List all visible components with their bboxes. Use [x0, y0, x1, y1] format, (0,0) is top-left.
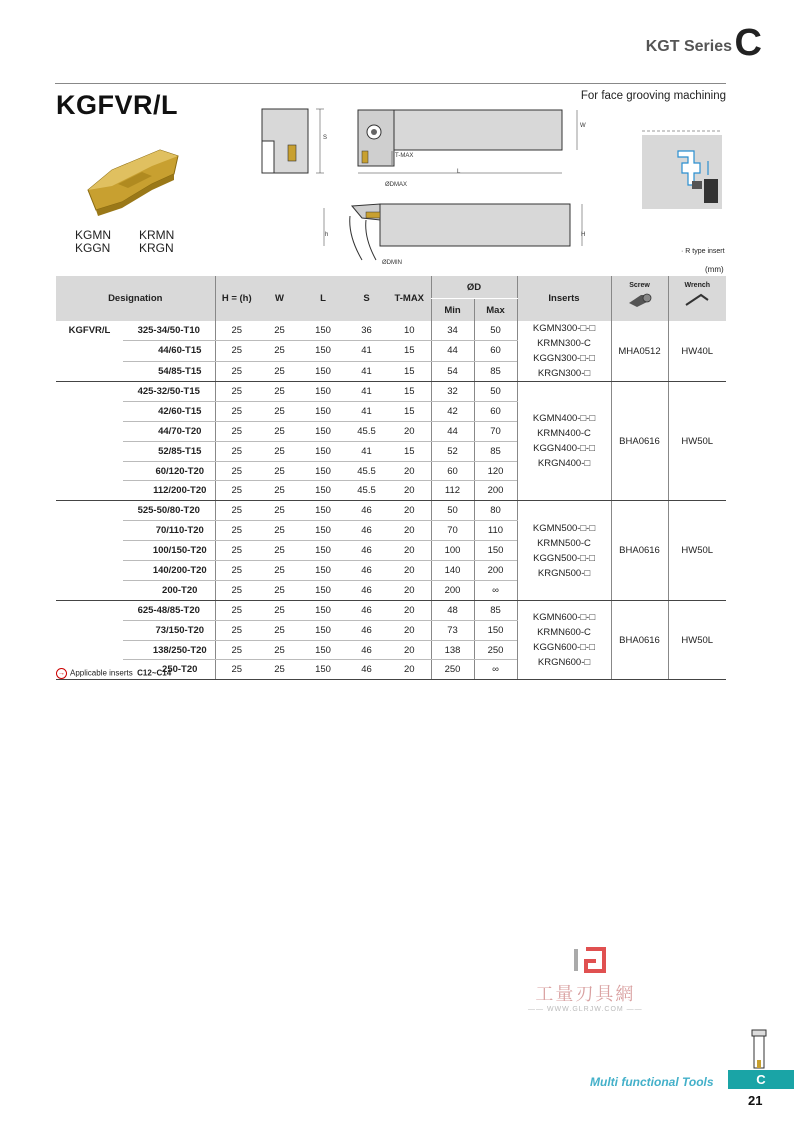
designation-cell: 52/85-T15	[123, 441, 215, 461]
cell-s: 41	[345, 361, 388, 381]
dim-l-label: L	[457, 169, 461, 175]
cell-w: 25	[258, 521, 301, 541]
wrench-cell: HW40L	[668, 321, 726, 382]
cell-t: 20	[388, 580, 431, 600]
dim-dmin-label: ØDMIN	[382, 260, 402, 266]
cell-l: 150	[301, 620, 345, 640]
cell-min: 60	[431, 461, 474, 481]
cell-max: ∞	[474, 580, 517, 600]
designation-cell: 44/70-T20	[123, 421, 215, 441]
spec-table	[56, 276, 726, 680]
insert-name-krgn: KRGN	[139, 241, 174, 255]
cell-s: 41	[345, 401, 388, 421]
designation-cell: 200-T20	[123, 580, 215, 600]
family-cell	[56, 620, 123, 640]
designation-cell: 73/150-T20	[123, 620, 215, 640]
footnote-pages[interactable]: C12~C14	[137, 668, 172, 678]
cell-s: 46	[345, 561, 388, 581]
cell-t: 20	[388, 481, 431, 501]
designation-cell: 112/200-T20	[123, 481, 215, 501]
header-l: L	[301, 276, 345, 321]
wrench-cell: HW50L	[668, 600, 726, 680]
designation-cell: 100/150-T20	[123, 541, 215, 561]
cell-max: 85	[474, 361, 517, 381]
cell-l: 150	[301, 382, 345, 402]
series-label: KGT Series	[645, 38, 732, 55]
insert-code: KRGN400-□	[537, 458, 591, 470]
cell-max: 200	[474, 481, 517, 501]
cell-s: 45.5	[345, 461, 388, 481]
cell-w: 25	[258, 501, 301, 521]
cell-max: 85	[474, 441, 517, 461]
cell-s: 46	[345, 600, 388, 620]
cell-w: 25	[258, 441, 301, 461]
insert-code: KGGN500-□-□	[533, 552, 595, 564]
cell-w: 25	[258, 600, 301, 620]
header-s: S	[345, 276, 388, 321]
cell-min: 42	[431, 401, 474, 421]
watermark-logo-icon	[560, 945, 610, 975]
inserts-cell	[517, 501, 611, 600]
cell-w: 25	[258, 620, 301, 640]
cell-h: 25	[215, 421, 258, 441]
cell-h: 25	[215, 580, 258, 600]
cell-t: 20	[388, 421, 431, 441]
cell-h: 25	[215, 600, 258, 620]
table-row	[56, 501, 726, 521]
header-wrench	[668, 276, 726, 321]
cell-l: 150	[301, 580, 345, 600]
cell-l: 150	[301, 361, 345, 381]
cell-max: 200	[474, 561, 517, 581]
cell-h: 25	[215, 382, 258, 402]
header-designation: Designation	[56, 276, 215, 321]
cell-h: 25	[215, 481, 258, 501]
cell-min: 73	[431, 620, 474, 640]
insert-name-krmn: KRMN	[139, 228, 175, 242]
holder-side-view	[352, 105, 592, 185]
cell-s: 41	[345, 382, 388, 402]
designation-cell: 525-50/80-T20	[123, 501, 215, 521]
cell-w: 25	[258, 561, 301, 581]
family-cell: KGFVR/L	[68, 325, 111, 337]
insert-code: KGGN300-□-□	[533, 353, 595, 364]
table-row	[56, 600, 726, 620]
cell-h: 25	[215, 361, 258, 381]
cell-max: 250	[474, 640, 517, 660]
series-letter: C	[734, 22, 762, 64]
insert-code: KRGN600-□	[537, 657, 591, 669]
header-screw-label: Screw	[629, 282, 650, 289]
cell-min: 70	[431, 521, 474, 541]
family-cell	[56, 521, 123, 541]
dim-dmax-label: ØDMAX	[385, 182, 408, 188]
cell-min: 48	[431, 600, 474, 620]
cell-h: 25	[215, 501, 258, 521]
screw-icon	[627, 291, 653, 307]
designation-cell: 54/85-T15	[123, 361, 215, 381]
designation-cell: 138/250-T20	[123, 640, 215, 660]
designation-cell: 44/60-T15	[123, 341, 215, 361]
cell-min: 200	[431, 580, 474, 600]
screw-cell: MHA0512	[611, 321, 668, 382]
inserts-cell	[517, 600, 611, 680]
cell-t: 15	[388, 401, 431, 421]
cell-s: 45.5	[345, 481, 388, 501]
cell-max: 110	[474, 521, 517, 541]
side-tool-icon	[748, 1028, 770, 1070]
header-inserts: Inserts	[517, 276, 611, 321]
cell-s: 45.5	[345, 421, 388, 441]
screw-cell: BHA0616	[611, 600, 668, 680]
cell-h: 25	[215, 660, 258, 680]
insert-illustration	[82, 140, 182, 220]
cell-t: 20	[388, 521, 431, 541]
cell-l: 150	[301, 421, 345, 441]
cell-max: 60	[474, 401, 517, 421]
designation-cell: 250-T20	[123, 660, 215, 680]
cell-l: 150	[301, 541, 345, 561]
application-diagram	[638, 123, 726, 213]
cell-t: 20	[388, 561, 431, 581]
cell-l: 150	[301, 441, 345, 461]
r-type-note: · R type insert	[681, 248, 725, 255]
cell-t: 20	[388, 600, 431, 620]
cell-s: 46	[345, 541, 388, 561]
family-cell	[56, 441, 123, 461]
family-cell	[56, 580, 123, 600]
inserts-cell	[517, 321, 611, 382]
cell-l: 150	[301, 341, 345, 361]
screw-cell: BHA0616	[611, 382, 668, 501]
watermark	[528, 945, 643, 1013]
family-cell	[56, 561, 123, 581]
cell-l: 150	[301, 600, 345, 620]
cell-max: 150	[474, 620, 517, 640]
header-wrench-label: Wrench	[684, 282, 711, 289]
cell-s: 46	[345, 640, 388, 660]
cell-min: 44	[431, 421, 474, 441]
screw-cell: BHA0616	[611, 501, 668, 600]
family-cell	[56, 341, 123, 361]
cell-w: 25	[258, 660, 301, 680]
cell-h: 25	[215, 441, 258, 461]
section-tab[interactable]: C	[728, 1070, 794, 1089]
cell-min: 34	[431, 321, 474, 341]
cell-min: 52	[431, 441, 474, 461]
cell-max: 150	[474, 541, 517, 561]
cell-max: 120	[474, 461, 517, 481]
cell-t: 15	[388, 382, 431, 402]
cell-t: 20	[388, 660, 431, 680]
cell-h: 25	[215, 541, 258, 561]
family-cell	[56, 541, 123, 561]
family-cell	[56, 640, 123, 660]
family-cell	[56, 382, 123, 402]
page-subtitle: For face grooving machining	[580, 90, 726, 102]
insert-name-kggn: KGGN	[75, 241, 111, 255]
family-cell	[56, 600, 123, 620]
dim-w-label: W	[580, 123, 586, 129]
cell-t: 20	[388, 541, 431, 561]
table-row	[56, 382, 726, 402]
cell-l: 150	[301, 640, 345, 660]
cell-max: ∞	[474, 660, 517, 680]
cell-h: 25	[215, 561, 258, 581]
insert-code: KRGN500-□	[537, 567, 591, 579]
footnote-text: Applicable inserts	[70, 668, 133, 678]
cell-t: 20	[388, 501, 431, 521]
watermark-chinese: 工量刃具網	[535, 984, 636, 1005]
cell-s: 46	[345, 580, 388, 600]
cell-min: 138	[431, 640, 474, 660]
dim-h-upper-label: H	[581, 232, 586, 238]
cell-min: 50	[431, 501, 474, 521]
header-od: ØD	[431, 276, 517, 299]
cell-l: 150	[301, 401, 345, 421]
cell-h: 25	[215, 341, 258, 361]
cell-w: 25	[258, 361, 301, 381]
wrench-cell: HW50L	[668, 382, 726, 501]
inserts-cell	[517, 382, 611, 501]
cell-w: 25	[258, 341, 301, 361]
insert-code: KGMN300-□-□	[532, 323, 596, 334]
cell-max: 50	[474, 321, 517, 341]
family-cell	[56, 401, 123, 421]
designation-cell: 42/60-T15	[123, 401, 215, 421]
cell-h: 25	[215, 401, 258, 421]
cell-t: 10	[388, 321, 431, 341]
cell-h: 25	[215, 640, 258, 660]
dim-tmax-label: T-MAX	[395, 153, 414, 159]
cell-min: 250	[431, 660, 474, 680]
header-od-min: Min	[431, 299, 474, 322]
family-cell	[56, 461, 123, 481]
cell-max: 60	[474, 341, 517, 361]
cell-t: 15	[388, 441, 431, 461]
dim-h-label: h	[325, 232, 329, 238]
insert-name-kgmn: KGMN	[75, 228, 111, 242]
cell-l: 150	[301, 501, 345, 521]
cell-h: 25	[215, 620, 258, 640]
unit-note: (mm)	[705, 265, 724, 274]
cell-w: 25	[258, 421, 301, 441]
insert-code: KGMN600-□-□	[532, 612, 596, 624]
cell-s: 46	[345, 501, 388, 521]
cell-t: 15	[388, 361, 431, 381]
designation-cell: 325-34/50-T10	[123, 321, 215, 341]
insert-code: KRMN300-C	[537, 338, 591, 349]
header-od-max: Max	[474, 299, 517, 322]
page-title: KGFVR/L	[56, 90, 178, 120]
cell-w: 25	[258, 461, 301, 481]
cell-l: 150	[301, 660, 345, 680]
table-row	[56, 321, 726, 341]
designation-cell: 425-32/50-T15	[123, 382, 215, 402]
designation-cell: 60/120-T20	[123, 461, 215, 481]
family-cell	[56, 361, 123, 381]
cell-t: 20	[388, 640, 431, 660]
header-h: H = (h)	[215, 276, 258, 321]
cell-max: 70	[474, 421, 517, 441]
dim-s-label: S	[323, 135, 328, 141]
cell-w: 25	[258, 321, 301, 341]
cell-w: 25	[258, 541, 301, 561]
family-cell	[56, 501, 123, 521]
cell-min: 44	[431, 341, 474, 361]
cell-s: 46	[345, 620, 388, 640]
insert-code: KRMN500-C	[537, 537, 591, 549]
cell-s: 41	[345, 441, 388, 461]
cell-h: 25	[215, 321, 258, 341]
cell-min: 140	[431, 561, 474, 581]
cell-max: 85	[474, 600, 517, 620]
cell-l: 150	[301, 481, 345, 501]
wrench-icon	[683, 291, 711, 307]
cell-w: 25	[258, 481, 301, 501]
cell-h: 25	[215, 521, 258, 541]
reference-arrow-icon: →	[58, 670, 65, 677]
insert-code: KRGN300-□	[537, 368, 591, 379]
cell-t: 20	[388, 620, 431, 640]
header-w: W	[258, 276, 301, 321]
header-screw	[611, 276, 668, 321]
watermark-url: —— WWW.GLRJW.COM ——	[528, 1006, 643, 1013]
cell-l: 150	[301, 461, 345, 481]
designation-cell: 625-48/85-T20	[123, 600, 215, 620]
designation-cell: 70/110-T20	[123, 521, 215, 541]
holder-top-view	[320, 190, 595, 268]
cell-w: 25	[258, 580, 301, 600]
cell-l: 150	[301, 321, 345, 341]
cell-s: 41	[345, 341, 388, 361]
insert-code: KRMN400-C	[537, 428, 591, 440]
cell-min: 54	[431, 361, 474, 381]
header-tmax: T-MAX	[388, 276, 431, 321]
cell-min: 112	[431, 481, 474, 501]
cell-l: 150	[301, 561, 345, 581]
insert-code: KGMN400-□-□	[532, 413, 596, 425]
cell-t: 15	[388, 341, 431, 361]
cell-l: 150	[301, 521, 345, 541]
cell-max: 50	[474, 382, 517, 402]
family-cell	[56, 421, 123, 441]
insert-code: KGGN600-□-□	[533, 642, 595, 654]
holder-front-view	[258, 105, 333, 180]
footnote	[56, 668, 171, 679]
insert-code: KGMN500-□-□	[532, 522, 596, 534]
cell-s: 36	[345, 321, 388, 341]
header-divider	[55, 83, 726, 84]
cell-w: 25	[258, 382, 301, 402]
insert-code: KGGN400-□-□	[533, 443, 595, 455]
section-name: Multi functional Tools	[590, 1075, 714, 1089]
cell-w: 25	[258, 401, 301, 421]
cell-min: 100	[431, 541, 474, 561]
page-number: 21	[748, 1093, 763, 1108]
designation-cell: 140/200-T20	[123, 561, 215, 581]
cell-s: 46	[345, 521, 388, 541]
cell-min: 32	[431, 382, 474, 402]
cell-s: 46	[345, 660, 388, 680]
wrench-cell: HW50L	[668, 501, 726, 600]
cell-h: 25	[215, 461, 258, 481]
family-cell	[56, 481, 123, 501]
cell-max: 80	[474, 501, 517, 521]
insert-code: KRMN600-C	[537, 627, 591, 639]
cell-t: 20	[388, 461, 431, 481]
cell-w: 25	[258, 640, 301, 660]
